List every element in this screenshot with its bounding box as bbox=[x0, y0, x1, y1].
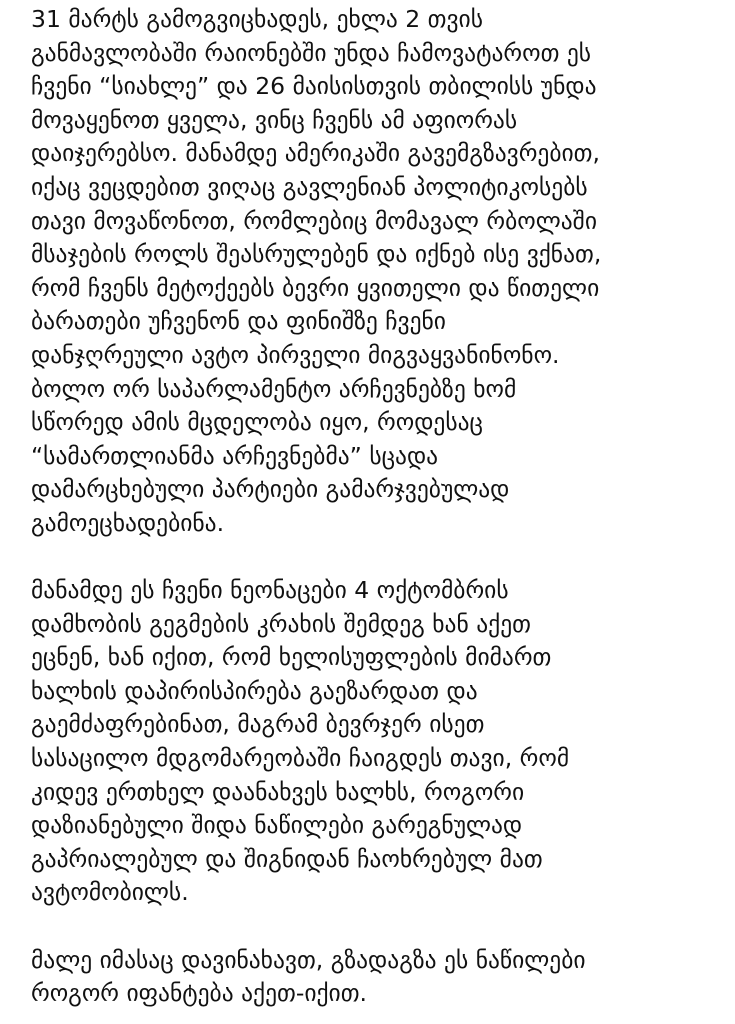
text-line: მსაჯების როლს შეასრულებენ და იქნებ ისე ვქნათ, bbox=[31, 240, 602, 269]
text-line: დამხობის გეგმების კრახის შემდეგ ხან აქეთ bbox=[31, 609, 531, 638]
paragraph-2 bbox=[31, 574, 731, 910]
text-line: განმავლობაში რაიონებში უნდა ჩამოვატაროთ ეს bbox=[31, 38, 592, 67]
text-line: როგორ იფანტება აქეთ-იქით. bbox=[31, 979, 367, 1008]
text-line: მანამდე ეს ჩვენი ნეონაცები 4 ოქტომბრის bbox=[31, 576, 509, 605]
text-line: რომ ჩვენს მეტოქეებს ბევრი ყვითელი და წითელი bbox=[31, 273, 600, 302]
text-line: სწორედ ამის მცდელობა იყო, როდესაც bbox=[31, 408, 483, 437]
text-line: “სამართლიანმა არჩევნებმა” სცადა bbox=[31, 441, 439, 470]
text-line: ავტომობილს. bbox=[31, 878, 189, 907]
text-line: ეცნენ, ხან იქით, რომ ხელისუფლების მიმართ bbox=[31, 643, 552, 672]
text-line: ხალხის დაპირისპირება გაეზარდათ და bbox=[31, 676, 478, 705]
text-line: დაიჯერებსო. მანამდე ამერიკაში გავემგზავრებით, bbox=[31, 139, 600, 168]
text-line: თავი მოვაწონოთ, რომლებიც მომავალ რბოლაში bbox=[31, 206, 597, 235]
text-line: ჩვენი “სიახლე” და 26 მაისისთვის თბილისს უნდა bbox=[31, 72, 597, 101]
text-line: მალე იმასაც დავინახავთ, გზადაგზა ეს ნაწილები bbox=[31, 945, 586, 974]
text-line: მოვაყენოთ ყველა, ვინც ჩვენს ამ აფიორას bbox=[31, 105, 518, 134]
document-body bbox=[31, 3, 731, 1011]
text-line: გამოეცხადებინა. bbox=[31, 508, 225, 537]
paragraph-spacer bbox=[31, 910, 731, 944]
paragraph-3 bbox=[31, 944, 731, 1011]
text-line: ბოლო ორ საპარლამენტო არჩევნებზე ხომ bbox=[31, 374, 517, 403]
text-line: კიდევ ერთხელ დაანახვეს ხალხს, როგორი bbox=[31, 777, 525, 806]
text-line: იქაც ვეცდებით ვიღაც გავლენიან პოლიტიკოსებს bbox=[31, 172, 588, 201]
text-line: სასაცილო მდგომარეობაში ჩაიგდეს თავი, რომ bbox=[31, 744, 570, 773]
text-line: დაზიანებული შიდა ნაწილები გარეგნულად bbox=[31, 811, 523, 840]
paragraph-spacer bbox=[31, 541, 731, 575]
text-line: გაემძაფრებინათ, მაგრამ ბევრჯერ ისეთ bbox=[31, 710, 485, 739]
text-line: ბარათები უჩვენონ და ფინიშზე ჩვენი bbox=[31, 307, 446, 336]
text-line: გაპრიალებულ და შიგნიდან ჩაოხრებულ მათ bbox=[31, 844, 543, 873]
text-line: დამარცხებული პარტიები გამარჯვებულად bbox=[31, 475, 510, 504]
text-line: 31 მარტს გამოგვიცხადეს, ეხლა 2 თვის bbox=[31, 5, 483, 33]
text-line: დანჯღრეული ავტო პირველი მიგვაყვანინონო. bbox=[31, 340, 560, 369]
paragraph-1 bbox=[31, 3, 731, 541]
